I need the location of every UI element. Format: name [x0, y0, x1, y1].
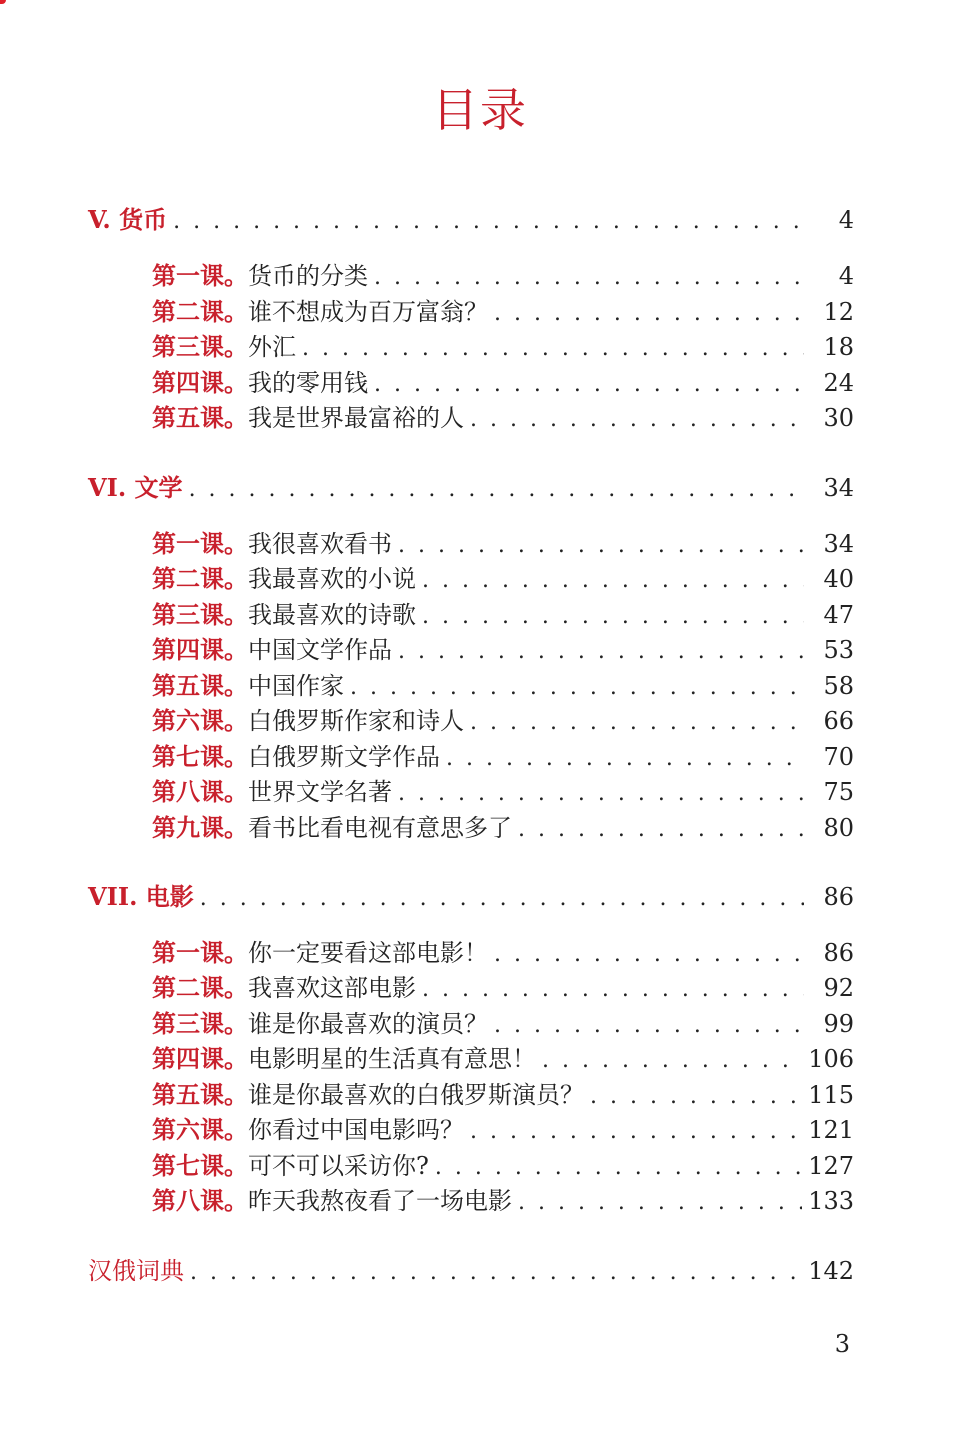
toc-appendix-row[interactable] [88, 1254, 854, 1288]
unit-label: VII. 电影 [88, 882, 194, 911]
page-ref: 30 [823, 404, 854, 432]
toc-lesson-row[interactable] [88, 562, 854, 596]
toc-lesson-row[interactable] [88, 633, 854, 667]
lesson-number: 第七课。 [152, 742, 248, 771]
lesson-title: 电影明星的生活真有意思！ [248, 1045, 536, 1073]
dot-leader [398, 635, 804, 669]
lesson-number: 第八课。 [152, 777, 248, 806]
toc-lesson-row[interactable] [88, 775, 854, 809]
lesson-number: 第三课。 [152, 1009, 248, 1038]
lesson-title: 白俄罗斯文学作品 [248, 743, 440, 771]
lesson-number: 第四课。 [152, 1044, 248, 1073]
toc-lesson-row[interactable] [88, 330, 854, 364]
unit-label: V. 货币 [88, 205, 168, 234]
lesson-title: 我最喜欢的小说 [248, 565, 416, 593]
lesson-title: 我喜欢这部电影 [248, 974, 416, 1002]
appendix-label: 汉俄词典 [88, 1257, 184, 1285]
lesson-title: 看书比看电视有意思多了 [248, 814, 512, 842]
page-ref: 106 [808, 1045, 854, 1073]
lesson-number: 第六课。 [152, 1115, 248, 1144]
toc-lesson-row[interactable] [88, 669, 854, 703]
toc-lesson-row[interactable] [88, 1042, 854, 1076]
lesson-title: 我最喜欢的诗歌 [248, 601, 416, 629]
dot-leader [374, 368, 804, 402]
page-ref: 40 [823, 565, 854, 593]
lesson-number: 第五课。 [152, 403, 248, 432]
lesson-number: 第二课。 [152, 973, 248, 1002]
lesson-title: 货币的分类 [248, 262, 368, 290]
dot-leader [422, 600, 804, 634]
dot-leader [542, 1044, 802, 1078]
page-ref: 66 [823, 707, 854, 735]
page-ref: 86 [823, 883, 854, 911]
dot-leader [422, 564, 804, 598]
lesson-number: 第一课。 [152, 529, 248, 558]
lesson-number: 第八课。 [152, 1186, 248, 1215]
corner-mark [0, 0, 6, 4]
page-ref: 70 [823, 743, 854, 771]
toc-lesson-row[interactable] [88, 527, 854, 561]
toc-lesson-row[interactable] [88, 259, 854, 293]
dot-leader [398, 529, 804, 563]
toc-lesson-row[interactable] [88, 295, 854, 329]
lesson-number: 第一课。 [152, 261, 248, 290]
toc-lesson-row[interactable] [88, 704, 854, 738]
page-ref: 99 [823, 1010, 854, 1038]
lesson-title: 你看过中国电影吗？ [248, 1116, 464, 1144]
dot-leader [518, 1186, 802, 1220]
page-number: 3 [834, 1330, 850, 1358]
toc-lesson-row[interactable] [88, 1149, 854, 1183]
toc-unit-row[interactable] [88, 203, 854, 237]
page-ref: 133 [808, 1187, 854, 1215]
page-ref: 115 [808, 1081, 854, 1109]
lesson-title: 谁不想成为百万富翁？ [248, 298, 488, 326]
toc-lesson-row[interactable] [88, 1113, 854, 1147]
dot-leader [494, 938, 804, 972]
lesson-number: 第四课。 [152, 635, 248, 664]
page-ref: 75 [823, 778, 854, 806]
toc-lesson-row[interactable] [88, 936, 854, 970]
page-ref: 80 [823, 814, 854, 842]
toc-lesson-row[interactable] [88, 971, 854, 1005]
dot-leader [398, 777, 804, 811]
toc-lesson-row[interactable] [88, 1007, 854, 1041]
lesson-number: 第九课。 [152, 813, 248, 842]
page-title: 目录 [432, 83, 528, 137]
page-ref: 4 [838, 206, 854, 234]
lesson-title: 中国文学作品 [248, 636, 392, 664]
page-ref: 4 [838, 262, 854, 290]
lesson-number: 第二课。 [152, 564, 248, 593]
lesson-title: 我的零用钱 [248, 369, 368, 397]
dot-leader [302, 332, 804, 366]
page-ref: 18 [823, 333, 854, 361]
lesson-number: 第四课。 [152, 368, 248, 397]
page-ref: 58 [823, 672, 854, 700]
toc-lesson-row[interactable] [88, 366, 854, 400]
lesson-title: 我是世界最富裕的人 [248, 404, 464, 432]
dot-leader [518, 813, 804, 847]
toc-lesson-row[interactable] [88, 1078, 854, 1112]
lesson-number: 第三课。 [152, 600, 248, 629]
lesson-number: 第五课。 [152, 1080, 248, 1109]
dot-leader [494, 1009, 804, 1043]
page-ref: 53 [823, 636, 854, 664]
lesson-title: 昨天我熬夜看了一场电影 [248, 1187, 512, 1215]
page-ref: 121 [808, 1116, 854, 1144]
dot-leader [422, 973, 804, 1007]
lesson-title: 中国作家 [248, 672, 344, 700]
toc-lesson-row[interactable] [88, 401, 854, 435]
dot-leader [350, 671, 804, 705]
page-ref: 127 [808, 1152, 854, 1180]
toc-lesson-row[interactable] [88, 598, 854, 632]
page-ref: 92 [823, 974, 854, 1002]
dot-leader [494, 297, 804, 331]
page-ref: 47 [823, 601, 854, 629]
toc-lesson-row[interactable] [88, 740, 854, 774]
lesson-number: 第三课。 [152, 332, 248, 361]
lesson-number: 第五课。 [152, 671, 248, 700]
page-ref: 142 [808, 1257, 854, 1285]
lesson-title: 谁是你最喜欢的演员？ [248, 1010, 488, 1038]
lesson-number: 第七课。 [152, 1151, 248, 1180]
lesson-title: 你一定要看这部电影！ [248, 939, 488, 967]
toc-unit-row[interactable] [88, 471, 854, 505]
toc-lesson-row[interactable] [88, 1184, 854, 1218]
lesson-title: 谁是你最喜欢的白俄罗斯演员？ [248, 1081, 584, 1109]
toc-unit-row[interactable] [88, 880, 854, 914]
dot-leader [470, 706, 804, 740]
dot-leader [190, 1256, 802, 1290]
page-ref: 12 [823, 298, 854, 326]
lesson-title: 外汇 [248, 333, 296, 361]
unit-label: VI. 文学 [88, 473, 183, 502]
toc-lesson-row[interactable] [88, 811, 854, 845]
page-ref: 34 [823, 474, 854, 502]
dot-leader [200, 882, 804, 916]
lesson-number: 第六课。 [152, 706, 248, 735]
dot-leader [173, 205, 804, 239]
lesson-title: 世界文学名著 [248, 778, 392, 806]
page-ref: 24 [823, 369, 854, 397]
dot-leader [470, 403, 804, 437]
lesson-title: 可不可以采访你? [248, 1152, 429, 1180]
lesson-title: 白俄罗斯作家和诗人 [248, 707, 464, 735]
dot-leader [470, 1115, 802, 1149]
dot-leader [435, 1151, 802, 1185]
dot-leader [590, 1080, 802, 1114]
page-ref: 34 [823, 530, 854, 558]
lesson-title: 我很喜欢看书 [248, 530, 392, 558]
dot-leader [446, 742, 804, 776]
lesson-number: 第一课。 [152, 938, 248, 967]
dot-leader [374, 261, 804, 295]
dot-leader [189, 473, 804, 507]
page-ref: 86 [823, 939, 854, 967]
lesson-number: 第二课。 [152, 297, 248, 326]
